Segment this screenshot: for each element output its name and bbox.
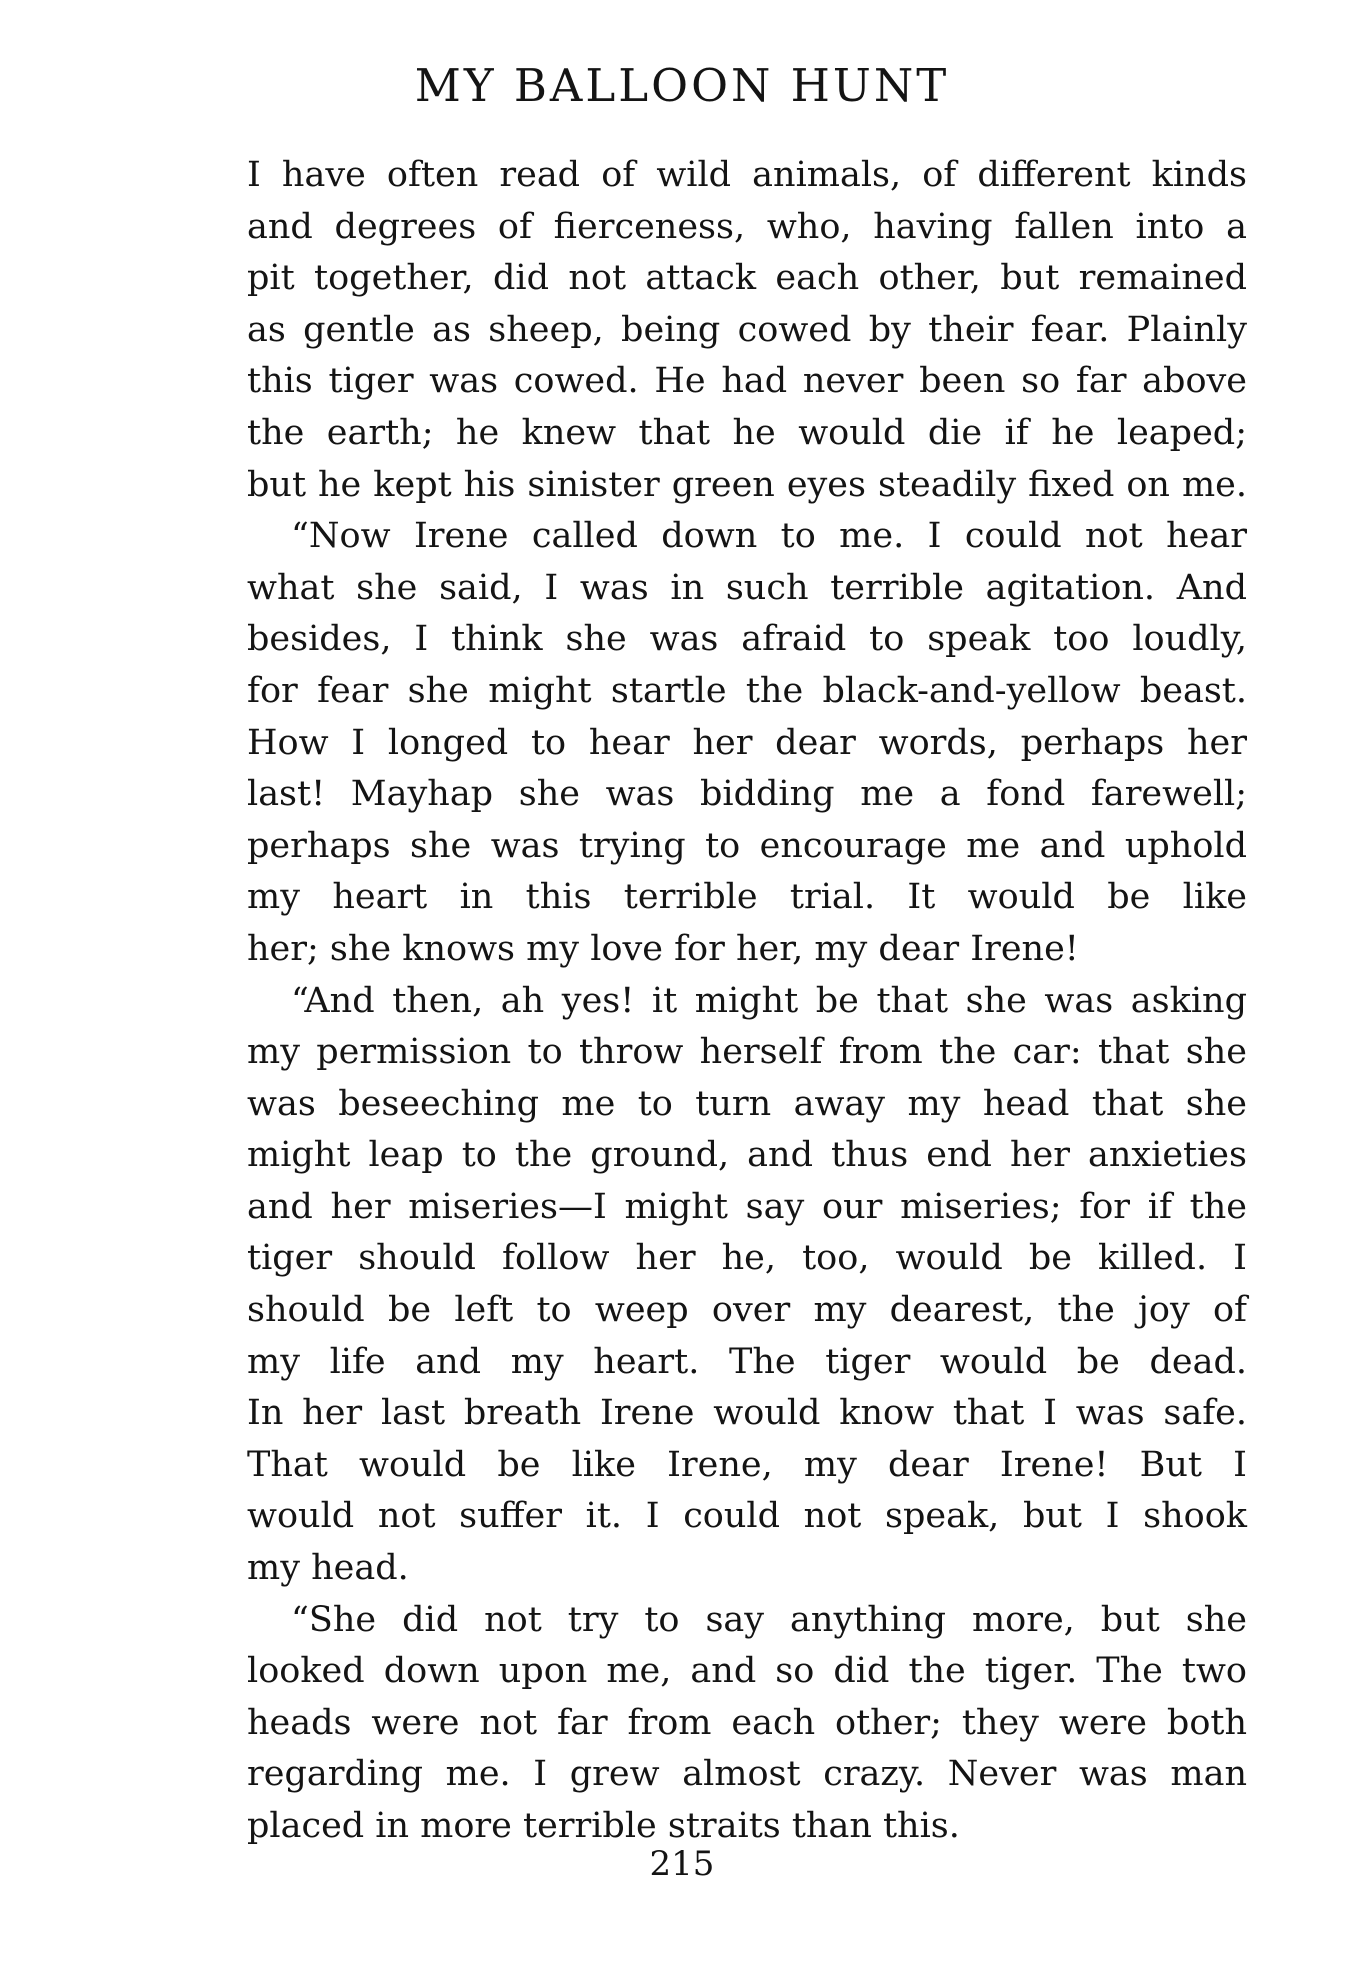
text-line: should be left to weep over my dearest, the joy of (247, 1290, 1247, 1331)
paragraph-3 (247, 976, 1247, 1595)
text-line: perhaps she was trying to encourage me and uphold (247, 825, 1247, 866)
text-line: for fear she might startle the black-and-yellow beast. (247, 670, 1247, 711)
text-line: looked down upon me, and so did the tiger. The two (247, 1651, 1247, 1692)
text-line: and degrees of fierceness, who, having fallen into a (247, 206, 1247, 247)
paragraph-1 (247, 150, 1247, 511)
text-line: besides, I think she was afraid to speak too loudly, (247, 619, 1247, 660)
text-line: I have often read of wild animals, of different kinds (247, 155, 1247, 195)
text-line: and her miseries—I might say our miseries; for if the (247, 1186, 1247, 1227)
text-line: this tiger was cowed. He had never been so far above (247, 361, 1247, 402)
running-head: MY BALLOON HUNT (414, 59, 950, 112)
text-line: my permission to throw herself from the car: that she (247, 1032, 1247, 1073)
text-line: my heart in this terrible trial. It would be like (247, 877, 1247, 918)
paragraph-2 (247, 511, 1247, 975)
text-line: “And then, ah yes! it might be that she was asking (291, 980, 1247, 1021)
text-line: placed in more terrible straits than this. (247, 1806, 960, 1846)
text-line: the earth; he knew that he would die if he leaped; (247, 412, 1247, 453)
text-line: “She did not try to say anything more, but she (291, 1599, 1247, 1640)
text-line: “Now Irene called down to me. I could not hear (291, 516, 1247, 557)
text-line: would not suffer it. I could not speak, but I shook (247, 1496, 1247, 1537)
text-line: my life and my heart. The tiger would be dead. (247, 1341, 1247, 1382)
text-line: was beseeching me to turn away my head that she (247, 1083, 1247, 1124)
text-line: In her last breath Irene would know that I was safe. (247, 1393, 1247, 1434)
text-line: That would be like Irene, my dear Irene! But I (247, 1444, 1247, 1485)
text-line: heads were not far from each other; they were both (247, 1702, 1247, 1743)
body-text (247, 150, 1247, 1853)
text-line: last! Mayhap she was bidding me a fond farewell; (247, 774, 1247, 815)
text-line: regarding me. I grew almost crazy. Never was man (247, 1754, 1247, 1795)
paragraph-4 (247, 1595, 1247, 1853)
text-line: as gentle as sheep, being cowed by their fear. Plainly (247, 309, 1247, 350)
text-line: might leap to the ground, and thus end her anxieties (247, 1135, 1247, 1176)
text-line: but he kept his sinister green eyes steadily fixed on me. (247, 464, 1247, 505)
text-line: How I longed to hear her dear words, perhaps her (247, 722, 1247, 763)
text-line: tiger should follow her he, too, would be killed. I (247, 1238, 1247, 1279)
page-number: 215 (649, 1844, 715, 1884)
text-line: my head. (247, 1548, 409, 1589)
text-line: her; she knows my love for her, my dear Irene! (247, 928, 1079, 969)
text-line: what she said, I was in such terrible agitation. And (247, 567, 1247, 608)
text-line: pit together, did not attack each other, but remained (247, 258, 1247, 299)
